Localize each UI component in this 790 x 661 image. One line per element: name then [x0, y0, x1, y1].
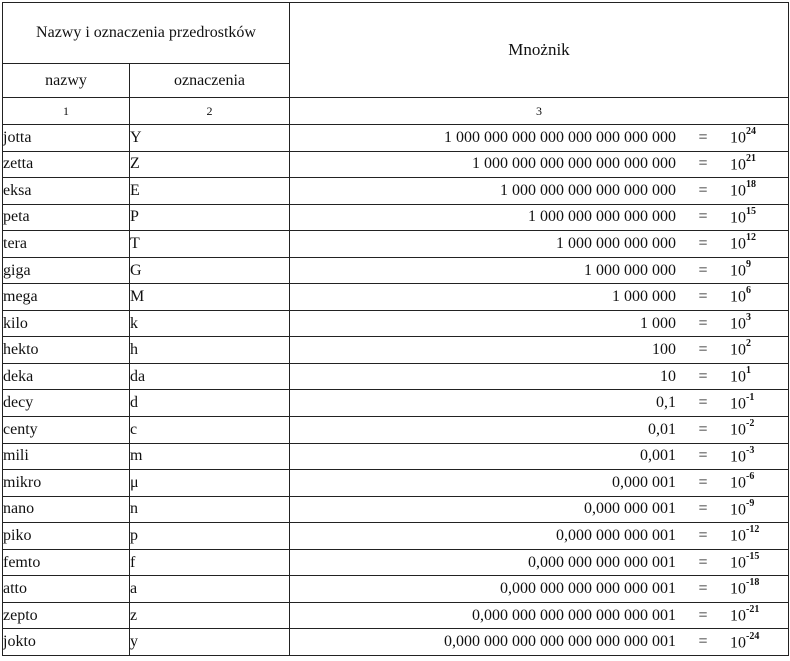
power-base: 10 — [730, 341, 746, 359]
power-of-ten — [730, 391, 788, 413]
prefix-symbol: G — [130, 257, 290, 284]
equals-sign: = — [698, 234, 708, 252]
power-base: 10 — [730, 421, 746, 439]
prefix-name: zetta — [3, 151, 130, 178]
table-row — [3, 151, 789, 178]
prefix-symbol: d — [130, 390, 290, 417]
prefix-symbol: Y — [130, 125, 290, 152]
equals-sign: = — [698, 261, 708, 279]
equals-sign: = — [698, 420, 708, 438]
multiplier-value: 0,000 001 — [612, 473, 676, 491]
multiplier-value: 100 — [652, 341, 676, 359]
table-row — [3, 629, 789, 656]
equals-sign: = — [698, 394, 708, 412]
multiplier-cell — [290, 310, 789, 337]
prefix-symbol: f — [130, 549, 290, 576]
power-exponent: 18 — [746, 179, 756, 191]
equals-sign: = — [698, 367, 708, 385]
multiplier-value: 0,000 000 000 001 — [556, 526, 676, 544]
multiplier-value: 1 000 000 000 000 — [556, 234, 676, 252]
equals-sign: = — [698, 580, 708, 598]
table-row — [3, 337, 789, 364]
equals-sign: = — [698, 208, 708, 226]
power-of-ten — [730, 550, 788, 572]
power-exponent: 3 — [746, 311, 751, 323]
power-of-ten — [730, 603, 788, 625]
table-row — [3, 417, 789, 444]
power-exponent: -24 — [746, 630, 760, 642]
power-base: 10 — [730, 182, 746, 200]
multiplier-cell — [290, 363, 789, 390]
power-base: 10 — [730, 501, 746, 519]
equals-sign: = — [698, 526, 708, 544]
multiplier-cell — [290, 231, 789, 258]
power-of-ten — [730, 630, 788, 652]
prefix-name: femto — [3, 549, 130, 576]
equals-sign: = — [698, 155, 708, 173]
multiplier-value: 10 — [660, 367, 676, 385]
prefix-name: mili — [3, 443, 130, 470]
multiplier-cell — [290, 496, 789, 523]
power-of-ten — [730, 473, 788, 492]
prefix-symbol: da — [130, 363, 290, 390]
power-exponent: -15 — [746, 550, 760, 562]
prefix-name: atto — [3, 576, 130, 603]
power-exponent: 6 — [746, 285, 751, 297]
column-number-1: 1 — [3, 98, 130, 125]
table-row — [3, 125, 789, 152]
power-base: 10 — [730, 288, 746, 306]
multiplier-value: 1 000 000 — [612, 288, 676, 306]
power-base: 10 — [730, 633, 746, 651]
prefix-symbol: P — [130, 204, 290, 231]
power-exponent: 9 — [746, 258, 751, 270]
table-row — [3, 523, 789, 550]
table-row — [3, 496, 789, 523]
multiplier-cell — [290, 443, 789, 470]
prefix-symbol: μ — [130, 470, 290, 497]
power-exponent: -3 — [746, 444, 755, 456]
power-base: 10 — [730, 368, 746, 386]
multiplier-cell — [290, 629, 789, 656]
multiplier-value: 1 000 — [640, 314, 676, 332]
prefix-symbol: n — [130, 496, 290, 523]
power-of-ten — [730, 152, 788, 174]
power-base: 10 — [730, 580, 746, 598]
power-of-ten — [730, 579, 788, 598]
power-of-ten — [730, 367, 788, 386]
equals-sign: = — [698, 553, 708, 571]
multiplier-cell — [290, 204, 789, 231]
power-exponent: 12 — [746, 232, 756, 244]
power-exponent: -9 — [746, 497, 755, 509]
power-exponent: 1 — [746, 365, 751, 377]
multiplier-cell — [290, 337, 789, 364]
multiplier-value: 0,000 000 000 000 000 000 000 001 — [444, 633, 676, 651]
multiplier-header: Mnożnik — [290, 3, 789, 98]
multiplier-cell — [290, 390, 789, 417]
prefix-symbol: p — [130, 523, 290, 550]
equals-sign: = — [698, 288, 708, 306]
multiplier-value: 1 000 000 000 000 000 000 000 000 — [444, 128, 676, 146]
prefix-symbol: z — [130, 602, 290, 629]
table-row — [3, 257, 789, 284]
power-of-ten — [730, 287, 788, 306]
multiplier-value: 1 000 000 000 000 000 000 000 — [472, 155, 676, 173]
multiplier-value: 0,000 000 000 000 000 001 — [500, 580, 676, 598]
multiplier-cell — [290, 151, 789, 178]
prefix-symbol: c — [130, 417, 290, 444]
multiplier-value: 0,1 — [656, 394, 676, 412]
equals-sign: = — [698, 341, 708, 359]
prefix-symbol: m — [130, 443, 290, 470]
prefix-name: jotta — [3, 125, 130, 152]
multiplier-value: 1 000 000 000 000 000 — [528, 208, 676, 226]
prefix-symbol: y — [130, 629, 290, 656]
multiplier-cell — [290, 257, 789, 284]
table-row — [3, 231, 789, 258]
power-base: 10 — [730, 155, 746, 173]
prefix-name: mikro — [3, 470, 130, 497]
prefix-name: eksa — [3, 178, 130, 205]
multiplier-value: 1 000 000 000 000 000 000 — [500, 181, 676, 199]
table-body — [3, 125, 789, 656]
column-number-2: 2 — [130, 98, 290, 125]
power-exponent: -12 — [746, 524, 760, 536]
power-exponent: -2 — [746, 418, 755, 430]
multiplier-cell — [290, 417, 789, 444]
table-header — [3, 3, 789, 125]
power-exponent: 15 — [746, 205, 756, 217]
power-of-ten — [730, 340, 788, 359]
names-header: nazwy — [3, 64, 130, 98]
power-of-ten — [730, 205, 788, 227]
multiplier-cell — [290, 549, 789, 576]
equals-sign: = — [698, 447, 708, 465]
power-exponent: -1 — [746, 391, 755, 403]
prefix-symbol: h — [130, 337, 290, 364]
prefix-name: kilo — [3, 310, 130, 337]
prefix-symbol: T — [130, 231, 290, 258]
prefix-symbol: Z — [130, 151, 290, 178]
prefix-name: deka — [3, 363, 130, 390]
table-row — [3, 310, 789, 337]
power-of-ten — [730, 420, 788, 439]
prefix-symbol: M — [130, 284, 290, 311]
power-exponent: 24 — [746, 126, 756, 138]
power-of-ten — [730, 497, 788, 519]
table-row — [3, 390, 789, 417]
prefix-name: nano — [3, 496, 130, 523]
power-of-ten — [730, 526, 788, 545]
table-row — [3, 443, 789, 470]
prefix-symbol: k — [130, 310, 290, 337]
power-base: 10 — [730, 209, 746, 227]
prefix-name: zepto — [3, 602, 130, 629]
multiplier-value: 0,000 000 000 000 001 — [528, 553, 676, 571]
power-base: 10 — [730, 235, 746, 253]
power-of-ten — [730, 311, 788, 333]
equals-sign: = — [698, 181, 708, 199]
power-of-ten — [730, 258, 788, 280]
prefix-name: peta — [3, 204, 130, 231]
power-base: 10 — [730, 394, 746, 412]
table-row — [3, 549, 789, 576]
prefix-symbol: E — [130, 178, 290, 205]
multiplier-cell — [290, 576, 789, 603]
prefix-symbol: a — [130, 576, 290, 603]
multiplier-cell — [290, 178, 789, 205]
multiplier-cell — [290, 284, 789, 311]
multiplier-cell — [290, 602, 789, 629]
equals-sign: = — [698, 500, 708, 518]
power-base: 10 — [730, 448, 746, 465]
multiplier-value: 0,000 000 001 — [584, 500, 676, 518]
power-exponent: -21 — [746, 603, 760, 615]
multiplier-cell — [290, 523, 789, 550]
multiplier-value: 0,01 — [648, 420, 676, 438]
symbols-header: oznaczenia — [130, 64, 290, 98]
power-base: 10 — [730, 554, 746, 572]
power-base: 10 — [730, 315, 746, 333]
equals-sign: = — [698, 606, 708, 624]
prefix-name: tera — [3, 231, 130, 258]
table-row — [3, 363, 789, 390]
table-row — [3, 178, 789, 205]
power-of-ten — [730, 444, 788, 466]
prefix-name: jokto — [3, 629, 130, 656]
multiplier-cell — [290, 125, 789, 152]
power-base: 10 — [730, 527, 746, 545]
power-exponent: -18 — [746, 577, 760, 589]
prefix-table — [2, 2, 789, 656]
power-exponent: -6 — [746, 471, 755, 483]
equals-sign: = — [698, 473, 708, 491]
prefix-name: mega — [3, 284, 130, 311]
equals-sign: = — [698, 128, 708, 146]
prefix-name: piko — [3, 523, 130, 550]
power-of-ten — [730, 234, 788, 253]
power-base: 10 — [730, 129, 746, 147]
prefix-name: hekto — [3, 337, 130, 364]
table-row — [3, 470, 789, 497]
prefix-name: centy — [3, 417, 130, 444]
equals-sign: = — [698, 314, 708, 332]
prefix-name: giga — [3, 257, 130, 284]
power-exponent: 21 — [746, 152, 756, 164]
group-header: Nazwy i oznaczenia przedrostków — [3, 3, 290, 64]
table-row — [3, 602, 789, 629]
power-base: 10 — [730, 607, 746, 625]
table-row — [3, 576, 789, 603]
multiplier-value: 0,000 000 000 000 000 000 001 — [472, 606, 676, 624]
table-row — [3, 284, 789, 311]
power-exponent: 2 — [746, 338, 751, 350]
multiplier-cell — [290, 470, 789, 497]
power-base: 10 — [730, 474, 746, 492]
multiplier-value: 0,001 — [640, 447, 676, 465]
power-base: 10 — [730, 262, 746, 280]
multiplier-value: 1 000 000 000 — [584, 261, 676, 279]
table-row — [3, 204, 789, 231]
equals-sign: = — [698, 633, 708, 651]
power-of-ten — [730, 181, 788, 200]
power-of-ten — [730, 128, 788, 147]
prefix-name: decy — [3, 390, 130, 417]
column-number-3: 3 — [290, 98, 789, 125]
